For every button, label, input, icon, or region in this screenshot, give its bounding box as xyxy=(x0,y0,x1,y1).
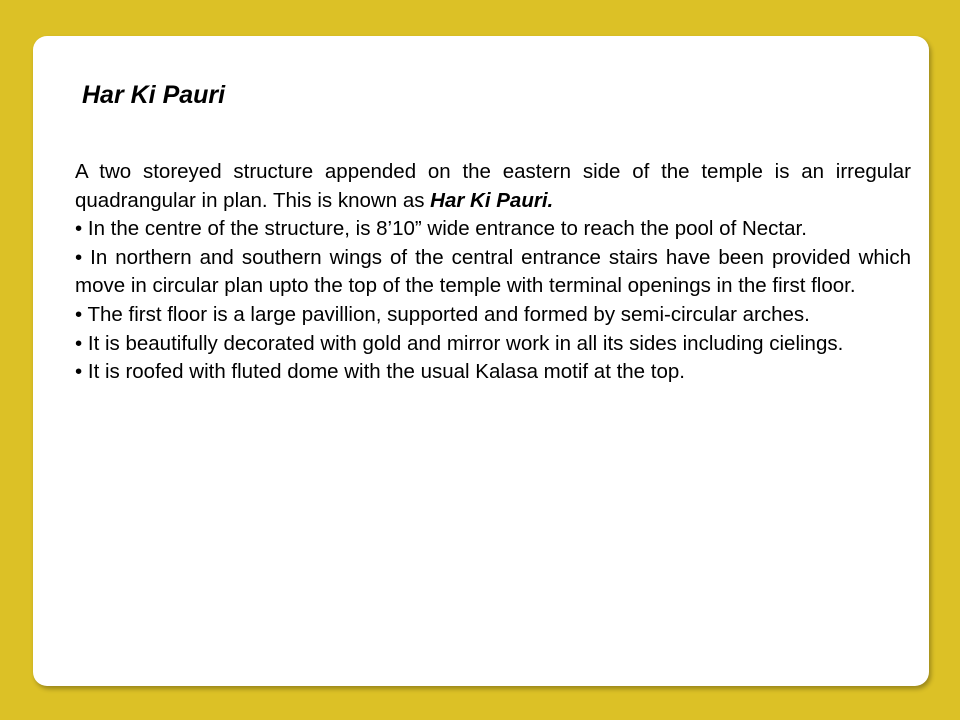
slide-card xyxy=(33,36,929,686)
intro-emphasis: Har Ki Pauri. xyxy=(430,188,554,212)
slide-title: Har Ki Pauri xyxy=(82,81,226,109)
bullet-item: • In the centre of the structure, is 8’10” wide entrance to reach the pool of Nectar. xyxy=(75,217,807,241)
intro-paragraph xyxy=(75,158,911,215)
bullet-item: • The first floor is a large pavillion, supported and formed by semi-circular arches. xyxy=(75,302,810,326)
bullet-item: • It is roofed with fluted dome with the usual Kalasa motif at the top. xyxy=(75,360,685,384)
intro-text: A two storeyed structure appended on the eastern side of the temple is an irregular quadrangular in plan. This is known as xyxy=(75,160,911,212)
bullet-item: • In northern and southern wings of the central entrance stairs have been provided which move in circular plan upto the top of the temple with terminal openings in the first floor. xyxy=(75,245,911,298)
bullet-item: • It is beautifully decorated with gold and mirror work in all its sides including cielings. xyxy=(75,331,844,355)
slide-body xyxy=(75,158,911,387)
